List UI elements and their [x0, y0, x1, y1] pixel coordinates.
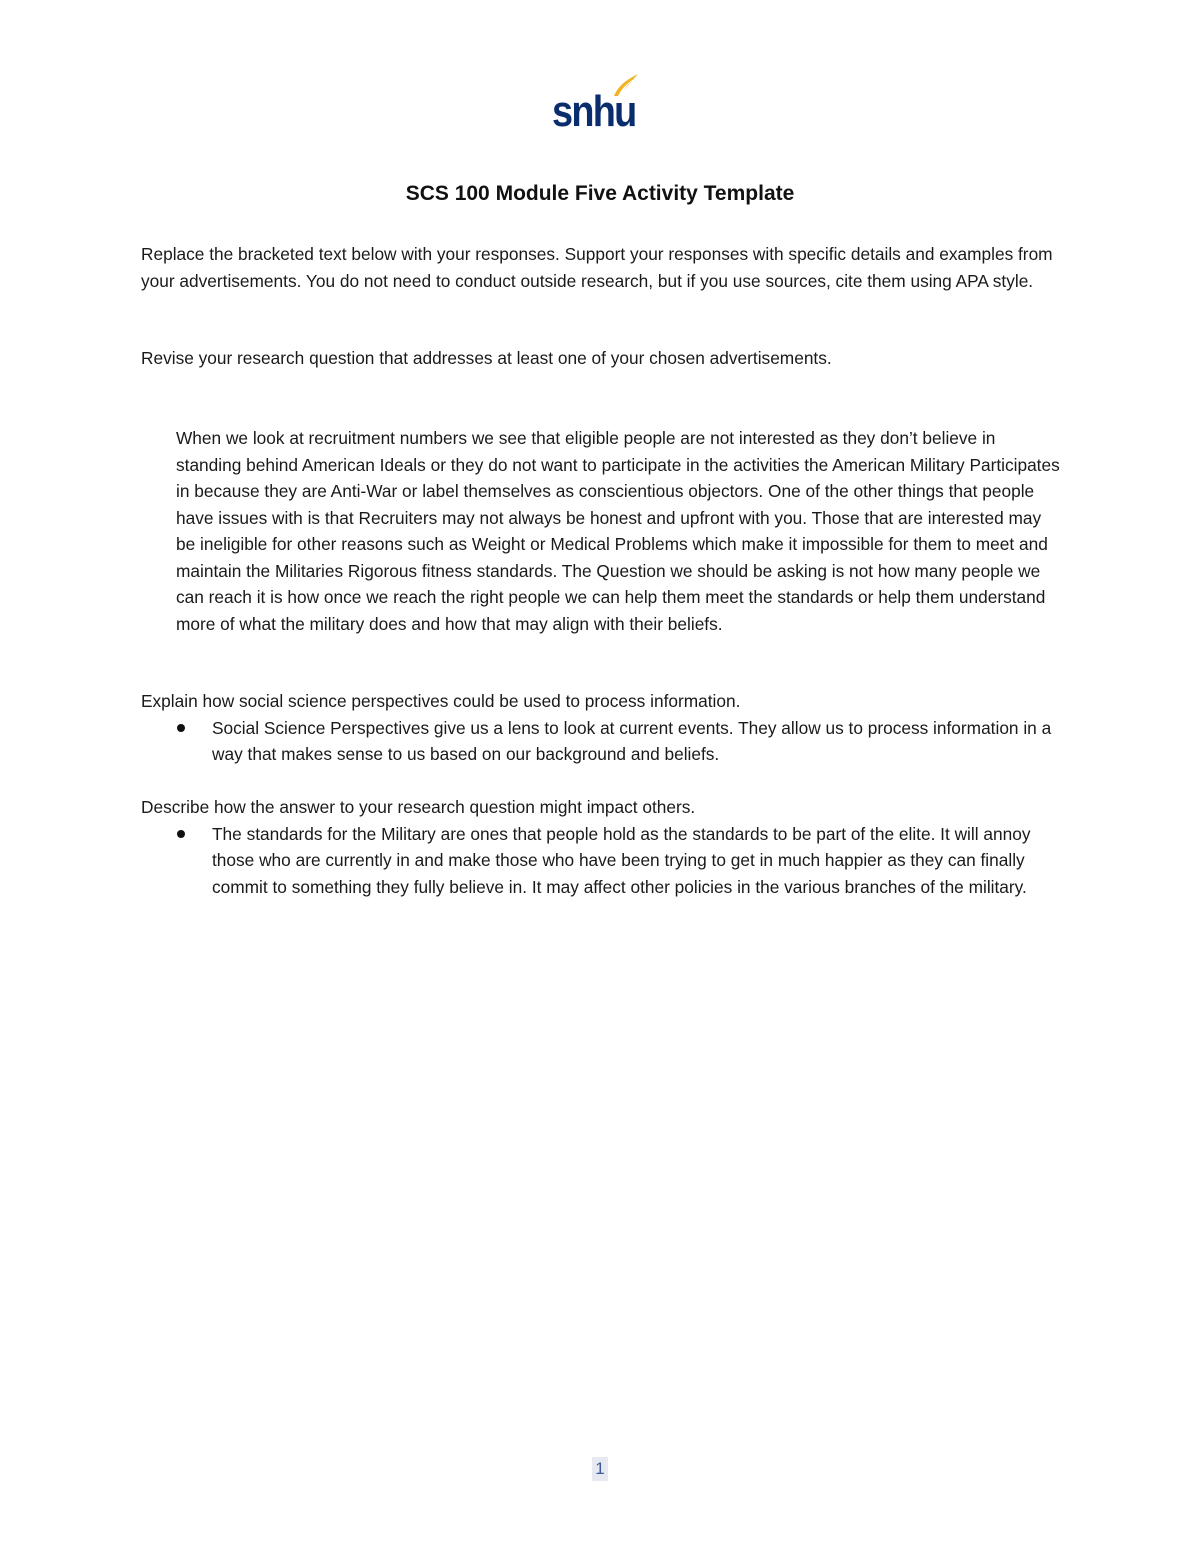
question-1-text: Revise your research question that addresses at least one of your chosen advertisements.: [141, 348, 832, 368]
question-3: [141, 794, 1061, 900]
logo-wordmark: snhu: [552, 87, 636, 136]
question-2-text: Explain how social science perspectives could be used to process information.: [141, 691, 741, 711]
bullet-icon: [177, 724, 185, 732]
page-number: 1: [592, 1457, 608, 1481]
answer-1: [176, 425, 1061, 637]
list-item: [141, 821, 1061, 901]
answer-1-text: When we look at recruitment numbers we see that eligible people are not interested as they don’t believe in standing behind American Ideals or they do not want to participate in the activities the American Military Participates in because they are Anti-War or label themselves as conscientious objectors. One of the other things that people have issues with is that Recruiters may not always be honest and upfront with you. Those that are interested may be ineligible for other reasons such as Weight or Medical Problems which make it impossible for them to meet and maintain the Militaries Rigorous fitness standards. The Question we should be asking is not how many people we can reach it is how once we reach the right people we can help them meet the standards or help them understand more of what the military does and how that may align with their beliefs.: [176, 428, 1060, 634]
intro-paragraph: [141, 241, 1061, 294]
bullet-icon: [177, 830, 185, 838]
question-3-text: Describe how the answer to your research question might impact others.: [141, 797, 696, 817]
list-item: [141, 715, 1061, 768]
answer-2-text: Social Science Perspectives give us a lens to look at current events. They allow us to process information in a way that makes sense to us based on our background and beliefs.: [212, 717, 1052, 764]
intro-text: Replace the bracketed text below with your responses. Support your responses with specific details and examples from your advertisements. You do not need to conduct outside research, but if you use sources, cite them using APA style.: [141, 244, 1053, 291]
snhu-logo: [552, 72, 642, 134]
page-title: SCS 100 Module Five Activity Template: [405, 182, 795, 205]
answer-3-text: The standards for the Military are ones that people hold as the standards to be part of the elite. It will annoy those who are currently in and make those who have been trying to get in much happier as they can finally commit to something they fully believe in. It may affect other policies in the various branches of the military.: [212, 823, 1031, 897]
question-1: [141, 345, 1061, 372]
question-2: [141, 688, 1061, 768]
